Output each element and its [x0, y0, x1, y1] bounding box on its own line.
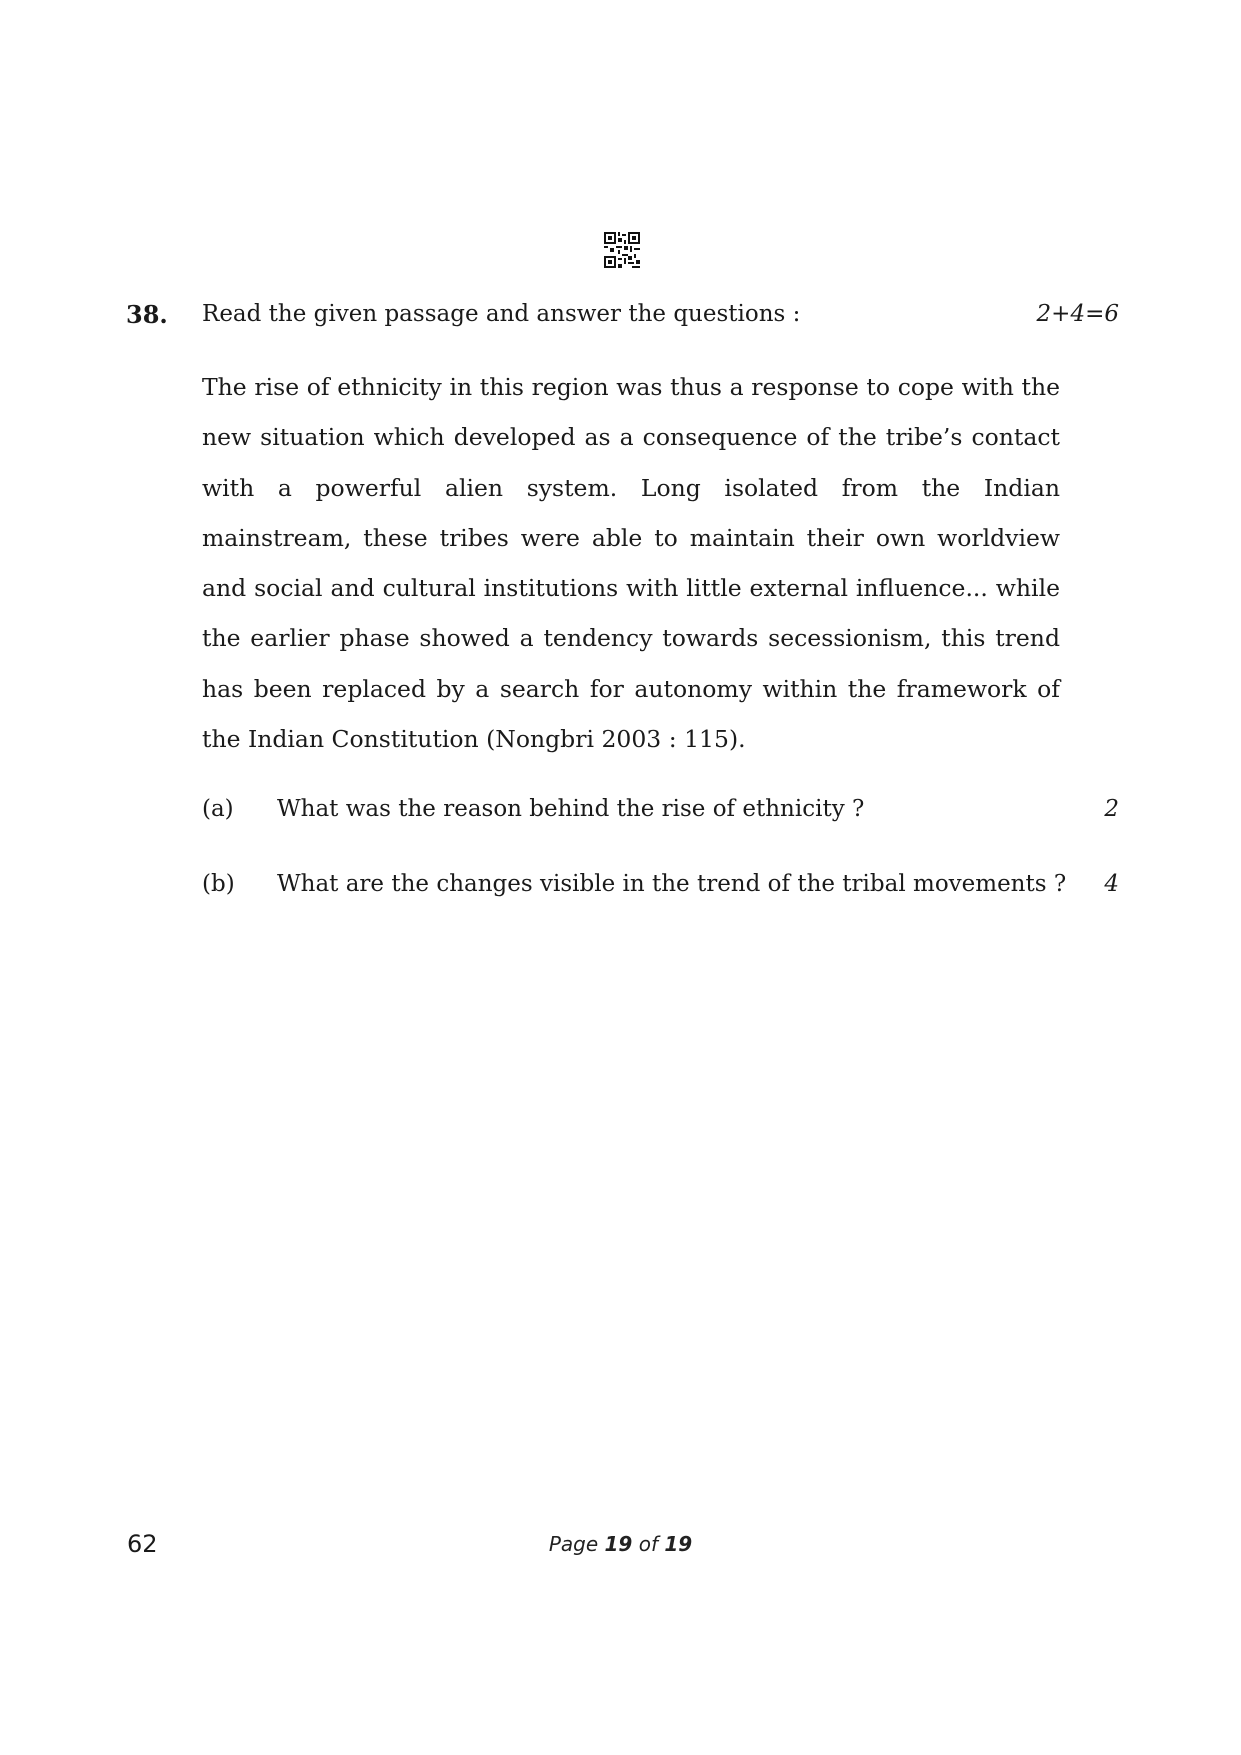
passage-text: The rise of ethnicity in this region was thus a response to cope with the new situation which developed as a consequence of the tribe’s contact with a powerful alien system. Long isolated from the Indian mainstream, these tribes were able to maintain their own worldview and social and cultural institutions with little external influence... while the earlier phase showed a tendency towards secessionism, this trend has been replaced by a search for autonomy within the framework of the Indian Constitution (Nongbri 2003 : 115).	[202, 373, 1060, 754]
qr-code-icon	[604, 232, 640, 268]
part-b-label: (b)	[202, 871, 235, 897]
part-b-marks: 4	[1104, 871, 1119, 897]
question-marks: 2+4=6	[1036, 301, 1119, 327]
of-word: of	[638, 1532, 658, 1556]
page-word: Page	[548, 1532, 599, 1556]
question-prompt: Read the given passage and answer the questions :	[202, 301, 801, 327]
page-indicator	[0, 1532, 1241, 1556]
part-a-label: (a)	[202, 796, 234, 822]
page-current: 19	[604, 1532, 633, 1556]
part-a-text: What was the reason behind the rise of ethnicity ?	[277, 796, 865, 822]
paper-code: 62	[127, 1530, 158, 1558]
part-b-text: What are the changes visible in the trend of the tribal movements ?	[277, 871, 1067, 897]
question-number: 38.	[126, 300, 168, 329]
part-a-marks: 2	[1104, 796, 1119, 822]
page-total: 19	[664, 1532, 693, 1556]
